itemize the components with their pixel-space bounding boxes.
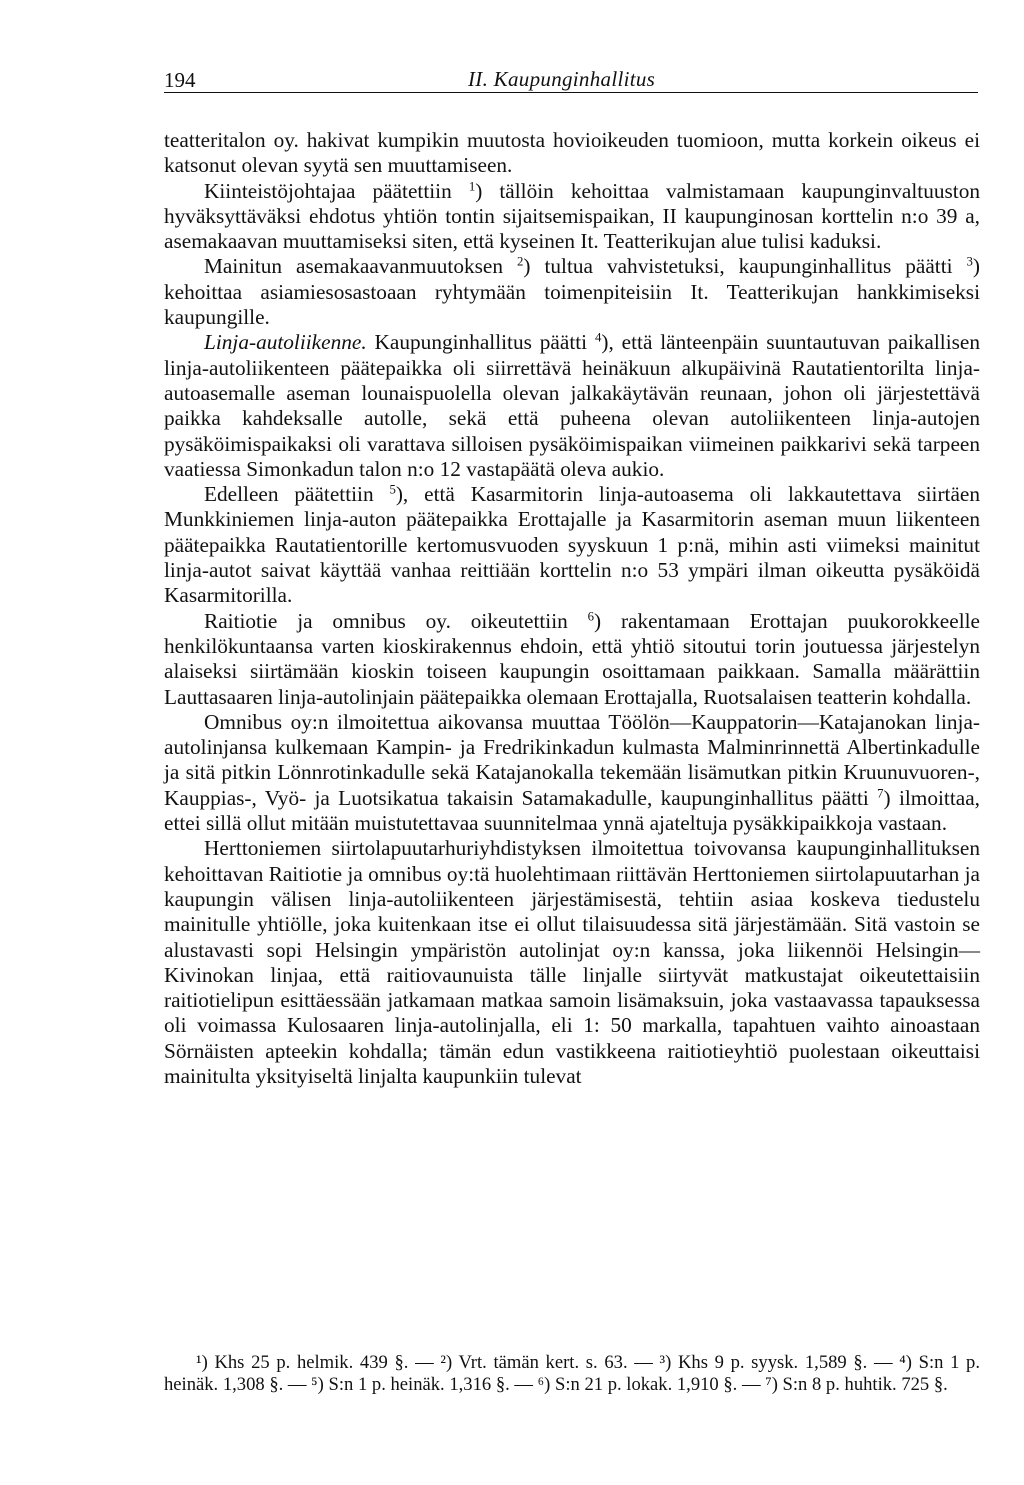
paragraph-text: Herttoniemen siirtolapuutarhuriyhdistyksen ilmoitettua toivovansa kaupunginhallituksen kehoittavan Raitiotie ja omnibus oy:tä huolehtimaan riittävän Herttoniemen siirtolapuutarhan ja kaupungin välisen linja-autoliikenteen järjestämisestä, tehtiin asiaa koskeva tiedustelu mainitulle yhtiölle, joka kuitenkaan itse ei ollut tilaisuudessa sitä järjestämään. Sitä vastoin se alustavasti sopi Helsingin ympäristön autolinjat oy:n kanssa, joka liikennöi Helsingin—Kivinokan linjaa, että raitiovaunuista tälle linjalle siirtyvät matkustajat oikeutettaisiin raitiotielipun esittäessään jatkamaan matkaa samoin lisämaksuin, joka vastaavassa tapauksessa oli voimassa Kulosaaren linja-autolinjalla, eli 1: 50 markalla, tapahtuen vaihto ainoastaan Sörnäisten apteekin kohdalla; tämän edun vastikkeena raitiotieyhtiö puolestaan oikeuttaisi mainitulta yksityiseltä linjalta kaupunkiin tulevat (164, 836, 980, 1088)
footnotes (164, 1352, 980, 1395)
paragraph-text: ) rakentamaan Erottajan puukorokkeelle henkilökuntaansa varten kioskirakennus ehdoin, että yhtiö sitoutui torin joutuessa järjestelyn alaiseksi siirtämään kioskin toiseen kaupungin osoittamaan paikkaan. Samalla määrättiin Lauttasaaren linja-autolinjain päätepaikka olemaan Erottajalla, Ruotsalaisen teatterin kohdalla. (164, 608, 980, 709)
paragraph (164, 836, 980, 1089)
paragraph (164, 482, 980, 608)
running-title: II. Kaupunginhallitus (468, 67, 656, 91)
paragraph-text: Raitiotie ja omnibus oy. oikeutettiin (204, 608, 588, 633)
paragraph-text: teatteritalon oy. hakivat kumpikin muutosta hovioikeuden tuomioon, mutta korkein oikeus ei katsonut olevan syytä sen muuttamiseen. (164, 128, 980, 178)
paragraph-text: Kiinteistöjohtajaa päätettiin (204, 178, 469, 203)
paragraph-text: ) ilmoittaa, ettei sillä ollut mitään muistutettavaa suunnitelmaa ynnä ajateltuja pysäkkipaikkoja vastaan. (164, 785, 980, 836)
footnote-ref: 3 (966, 254, 973, 269)
paragraph-text: ) tultua vahvistetuksi, kaupunginhallitus päätti (523, 254, 967, 279)
paragraph-text: ), että Kasarmitorin linja-autoasema oli lakkautettava siirtäen Munkkiniemen linja-auton päätepaikka Erottajalle ja Kasarmitorin aseman muun liikenteen päätepaikka Rautatientorille kertomusvuoden syyskuun 1 p:nä, mihin asti viimeksi mainitut linja-autot saivat käyttää vanhaa reittiään korttelin n:o 53 ympäri ilman oikeutta pysäköidä Kasarmitorilla. (164, 482, 981, 608)
paragraph-text: ), että länteenpäin suuntautuvan paikallisen linja-autoliikenteen päätepaikka oli siirrettävä heinäkuun alkupäivinä Rautatientorilta linja-autoasemalle aseman lounaispuolella olevan jalkakäytävän reunaan, johon oli järjestettävä paikka kahdeksalle autolle, sekä että puheena olevan autoliikenteen linja-autojen pysäköimispaikaksi oli varattava silloisen pysäköimispaikan viimeinen paikkarivi sekä tarpeen vaatiessa Simonkadun talon n:o 12 vastapäätä oleva aukio. (164, 330, 981, 481)
page-number: 194 (164, 68, 196, 92)
footnote-ref: 4 (594, 330, 602, 345)
paragraph-text: ) kehoittaa asiamiesosastoaan ryhtymään toimenpiteisiin It. Teatterikujan hankkimiseksi kaupungille. (164, 254, 980, 330)
paragraph (164, 710, 980, 836)
page-header (164, 62, 978, 93)
footnote-text: ¹) Khs 25 p. helmik. 439 §. — ²) Vrt. tämän kert. s. 63. — ³) Khs 9 p. syysk. 1,589 §. — ⁴) S:n 1 p. heinäk. 1,308 §. — ⁵) S:n 1 p. heinäk. 1,316 §. — ⁶) S:n 21 p. lokak. 1,910 §. — ⁷) S:n 8 p. huhtik. 725 §. (164, 1352, 980, 1395)
paragraph (164, 330, 980, 482)
section-runin-heading: Linja-autoliikenne. (204, 330, 367, 355)
paragraph-text: ) tällöin kehoittaa valmistamaan kaupunginvaltuuston hyväksyttäväksi ehdotus yhtiön tontin sijaitsemispaikan, II kaupunginosan korttelin n:o 39 a, asemakaavan muuttamiseksi siten, että kyseinen It. Teatterikujan alue tulisi kaduksi. (164, 178, 981, 254)
paragraph-text: Mainitun asemakaavanmuutoksen (204, 254, 518, 279)
footnote-ref: 5 (389, 482, 396, 497)
paragraph (164, 609, 980, 710)
paragraph (164, 179, 980, 255)
paragraph-text: Kaupunginhallitus päätti (366, 330, 595, 355)
paragraph-text: Edelleen päätettiin (204, 482, 390, 507)
footnote-ref: 1 (468, 178, 476, 193)
paragraph-continuation (164, 128, 980, 179)
footnote-ref: 6 (587, 608, 595, 623)
paragraph (164, 254, 980, 330)
paragraph-text: Omnibus oy:n ilmoitettua aikovansa muuttaa Töölön—Kauppatorin—Katajanokan linja-autolinjansa kulkemaan Kampin- ja Fredrikinkadun kulmasta Malminrinnettä Albertinkadulle ja sitä pitkin Lönnrotinkadulle sekä Katajanokalla tekemään lisämutkan pitkin Kruunuvuoren-, Kauppias-, Vyö- ja Luotsikatua takaisin Satamakadulle, kaupunginhallitus päätti (164, 709, 980, 810)
footnote-ref: 2 (517, 254, 524, 269)
body-text (164, 128, 980, 1089)
footnote-ref: 7 (877, 786, 884, 801)
